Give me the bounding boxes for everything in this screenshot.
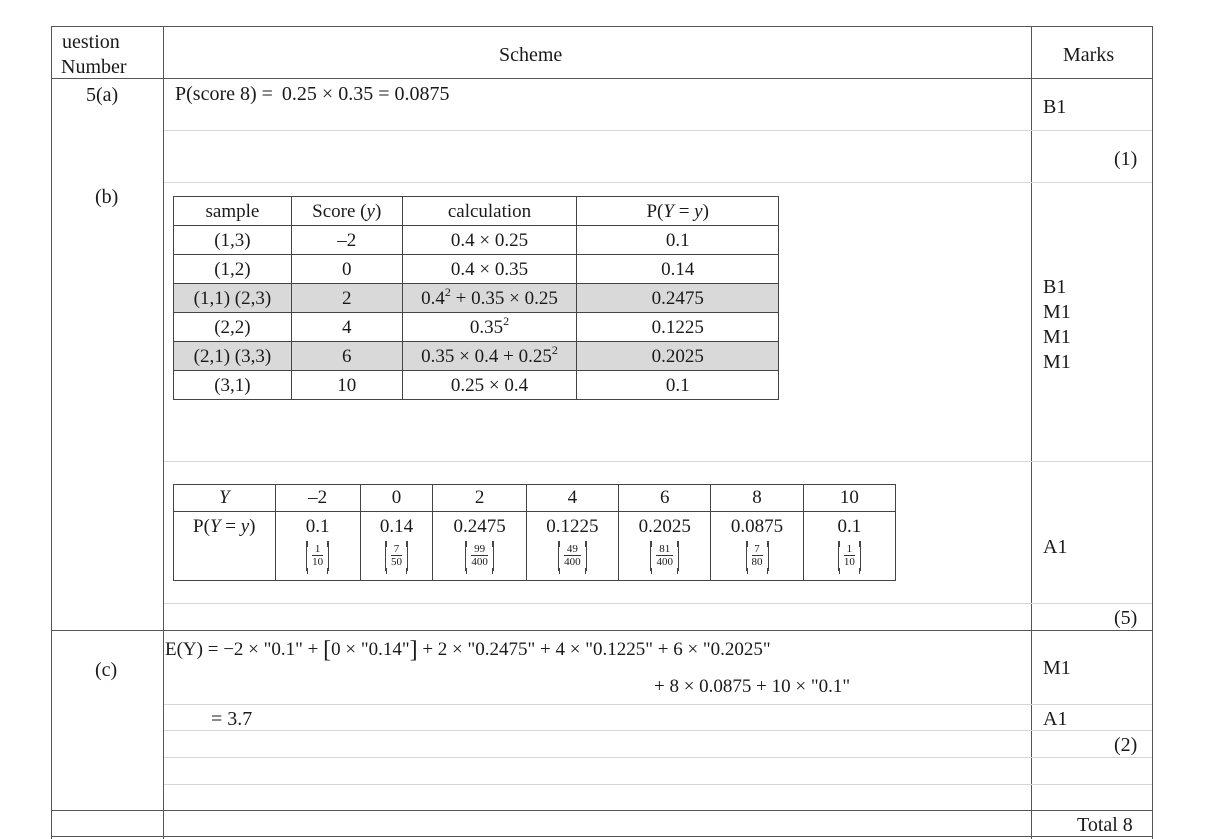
col-header-calculation: calculation (402, 197, 577, 226)
mark-b1: B1 (1043, 276, 1067, 298)
row-sep (164, 784, 1152, 785)
header-question-number-2: Number (61, 56, 127, 78)
col-header-score: Score (y) (291, 197, 402, 226)
part-divider-c (51, 630, 1153, 631)
dist-value: 0 (360, 485, 433, 512)
bracket-left: [ (323, 637, 332, 663)
cell-calc: 0.4 × 0.25 (402, 226, 577, 255)
part-c-line-1: E(Y) = −2 × "0.1" + [0 × "0.14"] + 2 × "0.2475" + 4 × "0.1225" + 6 × "0.2025" (165, 637, 771, 663)
cell-sample: (1,3) (174, 226, 292, 255)
part-a-subtotal: (1) (1114, 148, 1138, 170)
cell-prob: 0.1 (577, 371, 779, 400)
part-c-label: (c) (95, 659, 118, 681)
row-sep (164, 730, 1152, 731)
fraction: $\frac{49}{400}$ (558, 541, 587, 571)
col-divider-1 (163, 26, 164, 839)
score-table (173, 196, 779, 400)
part-c-line-2: + 8 × 0.0875 + 10 × "0.1" (654, 676, 851, 697)
part-b-subtotal: (5) (1114, 607, 1138, 629)
cell-prob: 0.14 (577, 255, 779, 284)
table-row (174, 255, 779, 284)
table-row (174, 284, 779, 313)
cell-score: 4 (291, 313, 402, 342)
dist-value: 10 (803, 485, 895, 512)
fraction: $\frac{1}{10}$ (838, 541, 861, 571)
cell-prob: 0.1 (577, 226, 779, 255)
cell-prob: 0.2475 (577, 284, 779, 313)
fraction: $\frac{7}{50}$ (385, 541, 408, 571)
border-bottom (51, 836, 1153, 837)
header-question-number-1: uestion (62, 31, 120, 53)
fraction: $\frac{99}{400}$ (465, 541, 494, 571)
cell-sample: (1,1) (2,3) (174, 284, 292, 313)
table-row (174, 371, 779, 400)
dist-value: 2 (433, 485, 526, 512)
row-sep (164, 461, 1152, 462)
dist-prob-cell: 0.14 $\frac{7}{50}$ (360, 512, 433, 581)
part-a-line (175, 84, 449, 104)
fraction: $\frac{1}{10}$ (306, 541, 329, 571)
total-marks: Total 8 (1077, 814, 1133, 836)
header-scheme: Scheme (499, 44, 563, 66)
dist-p-label: P(Y = y) (174, 512, 276, 581)
fraction: $\frac{7}{80}$ (746, 541, 769, 571)
cell-sample: (1,2) (174, 255, 292, 284)
mark-m1: M1 (1043, 351, 1071, 373)
dist-row-probs (174, 512, 896, 581)
mark-m1: M1 (1043, 301, 1071, 323)
cell-sample: (2,2) (174, 313, 292, 342)
dist-row-values (174, 485, 896, 512)
table-row (174, 342, 779, 371)
cell-score: 10 (291, 371, 402, 400)
header-divider (51, 78, 1153, 79)
dist-value: –2 (275, 485, 360, 512)
dist-prob-cell: 0.1225 $\frac{49}{400}$ (526, 512, 618, 581)
part-c-m1: M1 (1043, 657, 1071, 679)
table-row (174, 226, 779, 255)
part-a-prefix: P(score 8) = (175, 83, 278, 105)
col-header-probability: P(Y = y) (577, 197, 779, 226)
row-sep (164, 182, 1152, 183)
cell-prob: 0.1225 (577, 313, 779, 342)
dist-prob-cell: 0.2475 $\frac{99}{400}$ (433, 512, 526, 581)
row-sep (164, 603, 1152, 604)
border-left (51, 26, 52, 839)
part-c-a1: A1 (1043, 708, 1068, 730)
cell-calc: $0.4^2 + 0.35 \times 0.25$ (402, 284, 577, 313)
part-a-calc: 0.25 × 0.35 = 0.0875 (281, 83, 450, 105)
dist-value: 8 (711, 485, 803, 512)
row-sep (164, 704, 1152, 705)
dist-value: 6 (619, 485, 711, 512)
dist-prob-cell: 0.1 $\frac{1}{10}$ (275, 512, 360, 581)
border-top (51, 26, 1153, 27)
dist-prob-cell: 0.2025 $\frac{81}{400}$ (619, 512, 711, 581)
border-right (1152, 26, 1153, 839)
part-b-marks (1043, 275, 1071, 375)
cell-sample: (2,1) (3,3) (174, 342, 292, 371)
part-b-label: (b) (95, 186, 119, 208)
cell-score: 0 (291, 255, 402, 284)
row-sep (164, 130, 1152, 131)
part-b-a1: A1 (1043, 536, 1068, 558)
cell-prob: 0.2025 (577, 342, 779, 371)
distribution-table (173, 484, 896, 581)
table-row (174, 313, 779, 342)
part-c-subtotal: (2) (1114, 734, 1138, 756)
cell-score: 2 (291, 284, 402, 313)
part-a-mark: B1 (1043, 96, 1067, 118)
header-marks: Marks (1063, 44, 1115, 66)
cell-calc: 0.4 × 0.35 (402, 255, 577, 284)
bracket-right: ] (409, 637, 418, 663)
col-divider-2 (1031, 26, 1032, 839)
mark-m1: M1 (1043, 326, 1071, 348)
cell-sample: (3,1) (174, 371, 292, 400)
cell-score: 6 (291, 342, 402, 371)
col-header-sample: sample (174, 197, 292, 226)
cell-calc: $0.35 \times 0.4 + 0.25^2$ (402, 342, 577, 371)
cell-score: –2 (291, 226, 402, 255)
cell-calc: 0.35$^2$ (402, 313, 577, 342)
dist-prob-cell: 0.0875 $\frac{7}{80}$ (711, 512, 803, 581)
part-c-result: = 3.7 (211, 708, 253, 730)
dist-y-label: Y (174, 485, 276, 512)
part-a-label: 5(a) (86, 84, 119, 106)
cell-calc: 0.25 × 0.4 (402, 371, 577, 400)
dist-prob-cell: 0.1 $\frac{1}{10}$ (803, 512, 895, 581)
score-table-header (174, 197, 779, 226)
dist-value: 4 (526, 485, 618, 512)
total-divider (51, 810, 1153, 811)
row-sep (164, 757, 1152, 758)
fraction: $\frac{81}{400}$ (650, 541, 679, 571)
